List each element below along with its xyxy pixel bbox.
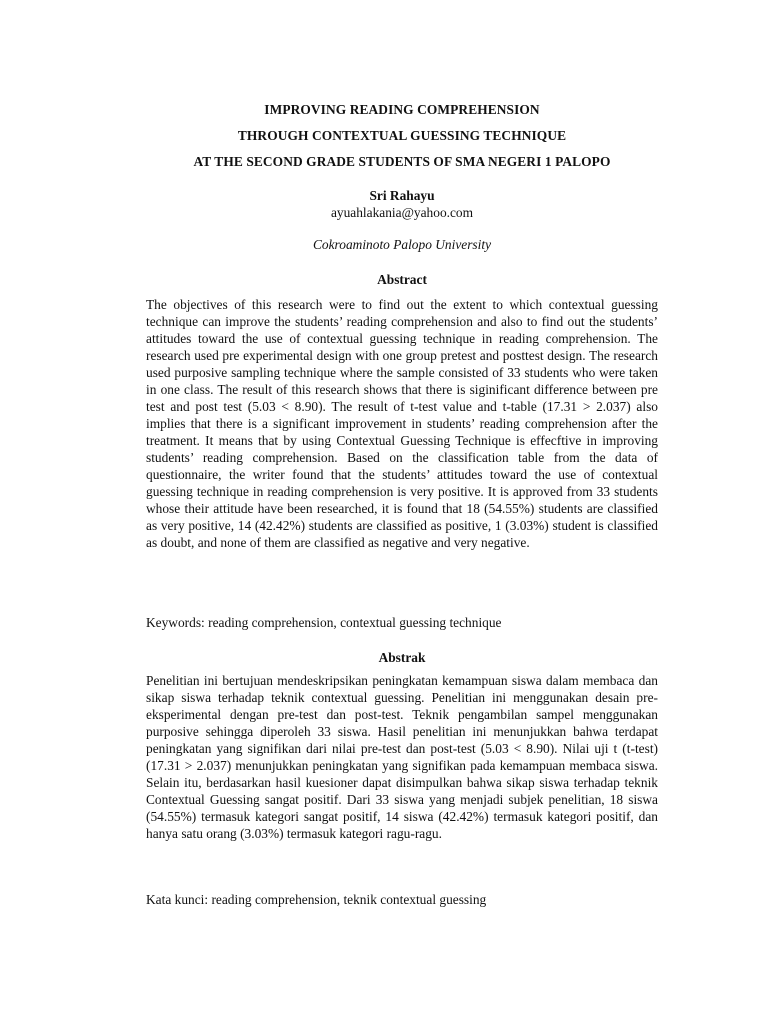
author-affiliation: Cokroaminoto Palopo University xyxy=(312,237,492,252)
title-line-2: THROUGH CONTEXTUAL GUESSING TECHNIQUE xyxy=(237,128,567,143)
document-page xyxy=(146,0,658,1024)
abstrak-body: Penelitian ini bertujuan mendeskripsikan peningkatan kemampuan siswa dalam membaca dan sikap siswa terhadap teknik contextual guessing. Penelitian ini menggunakan desain pre-eksperimental dengan pre-test dan post-test. Teknik pengambilan sampel menggunakan purposive sehingga diperoleh 33 siswa. Hasil penelitian ini menunjukkan bahwa terdapat peningkatan yang signifikan dari nilai pre-test dan post-test (5.03 < 8.90). Nilai uji t (t-test) (17.31 > 2.037) menunjukkan peningkatan yang signifikan pada kemampuan membaca siswa. Selain itu, berdasarkan hasil kuesioner dapat disimpulkan bahwa sikap siswa terhadap teknik Contextual Guessing sangat positif. Dari 33 siswa yang menjadi subjek penelitian, 18 siswa (54.55%) termasuk kategori sangat positif, 14 siswa (42.42%) termasuk kategori positif, dan hanya satu orang (3.03%) termasuk kategori ragu-ragu. xyxy=(146,673,658,841)
author-email: ayuahlakania@yahoo.com xyxy=(330,205,474,220)
abstract-keywords: Keywords: reading comprehension, contextual guessing technique xyxy=(146,615,502,630)
abstract-body: The objectives of this research were to find out the extent to which contextual guessing technique can improve the students’ reading comprehension and also to find out the students’ attitudes toward the use of contextual guessing technique in reading comprehension. The research used pre experimental design with one group pretest and posttest design. The research used purposive sampling technique where the sample consisted of 33 students who were taken in one class. The result of this research shows that there is siginificant difference between pre test and post test (5.03 < 8.90). The result of t-test value and t-table (17.31 > 2.037) also implies that there is a significant improvement in students’ reading comprehension after the treatment. It means that by using Contextual Guessing Technique is effecftive in improving students’ reading comprehension. Based on the classification table from the data of questionnaire, the writer found that the students’ attitudes toward the use of contextual guessing technique in reading comprehension is very positive. It is approved from 33 students whose their attitude have been researched, it is found that 18 (54.55%) students are classified as very positive, 14 (42.42%) students are classified as positive, 1 (3.03%) student is classified as doubt, and none of them are classified as negative and very negative. xyxy=(146,297,658,550)
abstrak-heading: Abstrak xyxy=(378,650,426,665)
author-name: Sri Rahayu xyxy=(369,188,435,203)
abstract-heading: Abstract xyxy=(377,272,427,287)
abstrak-keywords: Kata kunci: reading comprehension, teknik contextual guessing xyxy=(146,892,487,907)
title-line-3: AT THE SECOND GRADE STUDENTS OF SMA NEGERI 1 PALOPO xyxy=(193,154,611,169)
title-line-1: IMPROVING READING COMPREHENSION xyxy=(264,102,540,117)
